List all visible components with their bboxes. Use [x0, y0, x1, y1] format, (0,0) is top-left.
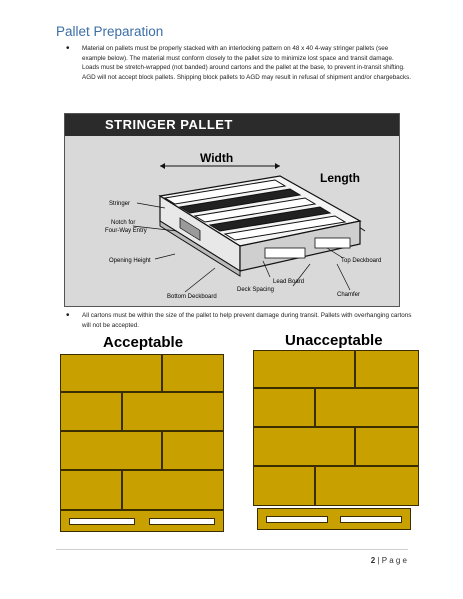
label-notch-line1: Notch for: [111, 220, 136, 226]
label-deck-spacing: Deck Spacing: [237, 287, 275, 293]
page-label: P a g e: [381, 556, 407, 565]
carton: [253, 466, 315, 506]
carton: [122, 392, 224, 431]
unacceptable-label: Unacceptable: [285, 332, 383, 349]
label-top-deckboard: Top Deckboard: [341, 258, 382, 264]
figure-title-text: STRINGER PALLET: [105, 117, 233, 132]
carton: [122, 470, 224, 510]
stringer-pallet-figure: [64, 113, 400, 307]
label-width: Width: [200, 151, 234, 165]
label-chamfer: Chamfer: [337, 292, 361, 298]
footer-rule: [56, 549, 408, 550]
pallet-illustration: [65, 136, 399, 306]
bullet-marker: •: [66, 43, 70, 54]
page-footer: [371, 556, 407, 565]
pallet-base: [257, 508, 411, 530]
pallet-slot: [149, 518, 215, 525]
page-number: 2: [370, 556, 376, 565]
pallet-slot: [69, 518, 135, 525]
label-length: Length: [320, 171, 360, 185]
label-stringer: Stringer: [109, 201, 131, 207]
carton: [60, 354, 162, 392]
carton: [315, 388, 419, 427]
paragraph-pallet-requirements: Material on pallets must be properly stacked with an interlocking pattern on 48 x 40 4-way stringer pallets (see example below). The material must conform closely to the pallet size to minimize lost space and transit damage. Loads must be stretch-wrapped (not banded) around cartons and the pallet at the base, to prevent in-transit shifting. AGD will not accept block pallets. Shipping block pallets to AGD may result in refusal of shipment and/or chargebacks.: [82, 45, 411, 81]
carton: [315, 466, 419, 506]
carton: [162, 431, 224, 470]
carton: [162, 354, 224, 392]
acceptable-stack: [60, 354, 224, 532]
carton: [60, 392, 122, 431]
label-lead-board: Lead Board: [273, 279, 305, 285]
section-heading: Pallet Preparation: [56, 24, 164, 39]
page-separator: |: [377, 556, 380, 565]
pallet-slot: [340, 516, 402, 523]
unacceptable-stack: [253, 350, 419, 530]
bullet-marker: •: [66, 310, 70, 321]
label-notch-line2: Four-Way Entry: [105, 228, 147, 234]
label-bottom-deckboard: Bottom Deckboard: [167, 294, 217, 300]
paragraph-carton-size: All cartons must be within the size of the pallet to help prevent damage during transit. Pallets with overhanging cartons will not be accepted.: [82, 312, 412, 329]
label-opening-height: Opening Height: [109, 258, 151, 264]
acceptable-label: Acceptable: [103, 334, 184, 351]
carton: [355, 427, 419, 466]
carton: [253, 388, 315, 427]
carton: [253, 350, 355, 388]
pallet-slot: [266, 516, 328, 523]
figure-title: [65, 114, 399, 136]
carton: [253, 427, 355, 466]
carton: [60, 470, 122, 510]
carton: [355, 350, 419, 388]
carton: [60, 431, 162, 470]
pallet-base: [60, 510, 224, 532]
